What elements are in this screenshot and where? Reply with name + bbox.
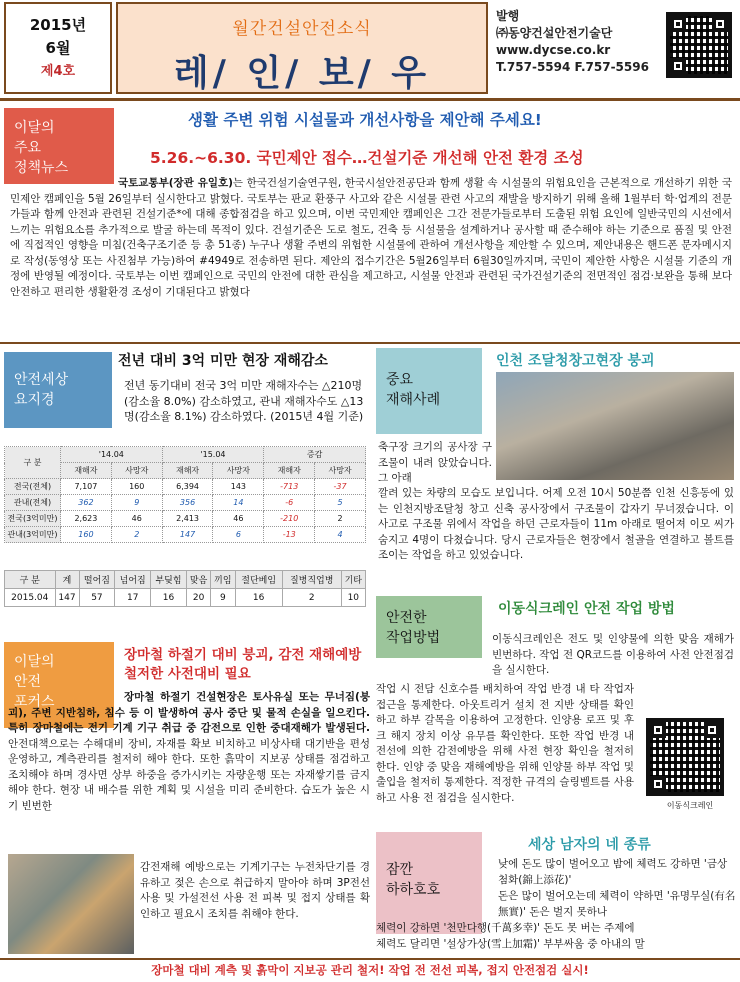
- issue-number: 제4호: [40, 64, 76, 79]
- section-divider: [0, 342, 740, 344]
- table-row: 구 분 계 떨어짐 넘어짐 부딪힘 맞음 끼임 절단베임 질병직업병 기타: [5, 571, 366, 589]
- publisher-contact: T.757-5594 F.757-5596: [496, 60, 649, 74]
- collapse-photo: [496, 372, 734, 480]
- humor-line: 돈은 많이 벌어오는데 체력이 약하면 '유명무실(有名無實)' 돈은 벌지 못하나: [498, 890, 736, 918]
- crane-body-top: 이동식크레인은 전도 및 인양물에 의한 맞음 재해가 빈번하다. 작업 전 QR코드를 이용하여 사전 안전점검을 실시한다.: [492, 633, 734, 676]
- crane-qr-code-icon[interactable]: [646, 718, 724, 796]
- humor-tag: 잠깐 하하호호: [376, 832, 482, 934]
- focus-body: [8, 690, 370, 814]
- humor-line: 체력이 강하면 '천만다행(千萬多幸)' 돈도 못 버는 주제에: [376, 922, 635, 934]
- table-row: 전국(3억미만) 2,623 46 2,413 46 -210 2: [5, 511, 366, 527]
- policy-body: [10, 176, 732, 342]
- stat-sub: 사망자: [111, 463, 162, 479]
- disaster-body-side: 축구장 크기의 공사장 구조물이 내려 앉았습니다. 그 아래: [378, 441, 492, 484]
- humor-line: 체력도 달리면 '설상가상(雪上加霜)' 부부싸움 중 아내의 말: [376, 938, 645, 950]
- issue-box: [4, 2, 112, 94]
- humor-body: [376, 856, 736, 952]
- publisher-name: ㈜동양건설안전기술단: [496, 26, 613, 40]
- stat-sub: 재해자: [61, 463, 112, 479]
- issue-month: 6월: [45, 39, 71, 57]
- crane-qr-caption: 이동식크레인: [666, 801, 714, 810]
- publisher-website[interactable]: www.dycse.co.kr: [496, 43, 611, 57]
- disaster-tag: 중요 재해사례: [376, 348, 482, 434]
- table-row: 관내(전체) 362 9 356 14 -6 5: [5, 495, 366, 511]
- masthead-title: 레/ 인/ 보/ 우: [173, 53, 431, 94]
- stat-sub: 재해자: [264, 463, 315, 479]
- table-row: 2015.04 147 57 17 16 20 9 16 2 10: [5, 589, 366, 607]
- crane-body-text: 작업 시 전담 신호수를 배치하여 작업 반경 내 타 작업자 접근을 통제한다. 아웃트리거 설치 전 지반 상태를 확인하고 하부 갈목을 이용하여 고정한다. 인양용 로프 및 후크 해지 장치 이상 유무를 확인한다. 또한 작업 반경 내 전선에 의한 감전예방을 위해 사전 현장 확인을 철저히 한다. 인양 중 맞음 재해예방을 위해 인양물 하부 작업 및 출입을 철저히 통제한다. 적정한 규격의 슬링벨트를 사용하고 사용 전 점검을 실시한다.: [376, 683, 634, 804]
- stat-sub: 재해자: [162, 463, 213, 479]
- stat-year-2014: '14.04: [61, 447, 163, 463]
- policy-body-text: 는 한국건설기술연구원, 한국시설안전공단과 함께 생활 속 시설물의 위험요인을 근본적으로 개선하기 위한 국민제안 캠페인을 5월 26일부터 실시한다고 밝혔다. 국토부는 판교 환풍구 사고와 같은 시설물 관련 사고의 재발을 방지하기 위해 올해 1월부터 학·업계의 전문가들과 함께 안전과 관련된 건설기준*에 대해 종합점검을 하고 있으며, 이번 국민제안 캠페인은 그간 전문가들로부터 도출된 위험 요인에 일반국민의 시선에서 느끼는 위험요소를 추가적으로 발굴 하는데 목적이 있다. 건설기준은 도로 철도, 건축 등 시설물을 설계하거나 공사할 때 준수해야 하는 기준으로 품질 및 안전에 직접적인 영향을 미침(건축구조기준 등 총 51종) 누구나 생활 주변의 위험한 시설물에 관하여 개선사항을 제안할 수 있으며, 제안내용은 핸드폰 문자메시지로 작성(동영상 또는 사진첨부 가능)하여 #4949로 전송하면 된다. 제안의 접수기간은 5월26일부터 6월30일까지며, 국민이 제안한 사항은 시설물 기준의 개정에 반영될 예정이다. 국토부는 이번 캠페인으로 국민의 안전에 대한 관심을 제고하고, 시설물 안전과 관련된 국가건설기준의 전면적인 점검·보완을 통해 보다 안전하고 편리한 생활환경 조성이 기대된다고 밝혔다: [10, 177, 732, 298]
- stat-year-2015: '15.04: [162, 447, 264, 463]
- crane-headline: 이동식크레인 안전 작업 방법: [498, 601, 675, 617]
- header-divider: [0, 98, 740, 101]
- focus-headline: 장마철 하절기 대비 붕괴, 감전 재해예방 철저한 사전대비 필요: [124, 647, 362, 682]
- policy-subheadline: 5.26.~6.30. 국민제안 접수…건설기준 개선해 안전 환경 조성: [150, 149, 584, 167]
- stat-change: 증감: [264, 447, 366, 463]
- injury-stat-table: [4, 446, 366, 543]
- policy-lead: 국토교통부(장관 유일호): [118, 177, 233, 189]
- disaster-body: 깔려 있는 차량의 모습도 보입니다. 어제 오전 10시 50분쯤 인천 신흥동에 있는 인천지방조달청 창고 신축 공사장에서 구조물이 갑자기 무너졌습니다. 이 사고로 구조물 위에서 작업을 하던 근로자들이 11m 아래로 떨어져 이모 씨가 숨지고 4명이 다쳤습니다. 당시 근로자들은 현장에서 철골을 연결하고 볼트를 조이는 작업을 하고 있었습니다.: [378, 487, 734, 561]
- worksite-photo: [8, 854, 134, 954]
- stat-col-group: 구 분: [5, 447, 61, 479]
- focus-body-side: 감전재해 예방으로는 기계기구는 누전차단기를 경유하고 젖은 손으로 취급하지 말아야 하며 3P전선 사용 및 가설전선 사용 전 피복 및 접지 상태를 확인하고 필요시 조치를 취해야 한다.: [140, 861, 370, 920]
- footer-slogan: 장마철 대비 계측 및 흙막이 지보공 관리 철저! 작업 전 전선 피복, 접지 안전점검 실시!: [151, 963, 589, 977]
- qr-code-icon[interactable]: [666, 12, 732, 78]
- disaster-headline: 인천 조달청창고현장 붕괴: [496, 353, 655, 369]
- masthead: [116, 2, 488, 94]
- table-row: 전국(전체) 7,107 160 6,394 143 -713 -37: [5, 479, 366, 495]
- publisher-info: [496, 8, 656, 76]
- focus-tag: 이달의 안전 포커스: [4, 642, 114, 728]
- footer-divider: [0, 958, 740, 960]
- world-headline: 전년 대비 3억 미만 현장 재해감소: [118, 353, 328, 369]
- crane-tag: 안전한 작업방법: [376, 596, 482, 658]
- world-tag: 안전세상 요지경: [4, 352, 112, 428]
- humor-line: 낮에 돈도 많이 벌어오고 밤에 체력도 강하면 '금상첨화(錦上添花)': [498, 858, 728, 886]
- accident-type-table: [4, 570, 366, 607]
- masthead-subtitle: 월간건설안전소식: [232, 19, 372, 39]
- publisher-label: 발행: [496, 9, 520, 23]
- issue-year: 2015년: [29, 16, 87, 34]
- policy-tag: 이달의 주요 정책뉴스: [4, 108, 114, 184]
- stat-sub: 사망자: [213, 463, 264, 479]
- focus-bold-body: 장마철 하절기 건설현장은 토사유실 또는 무너짐(붕괴), 주변 지반침하, 침수 등 이 발생하여 공사 중단 및 물적 손실을 일으킨다. 특히 장마철에는 전기 기계 기구 취급 중 감전으로 인한 중대재해가 발생된다.: [8, 691, 370, 734]
- stat-sub: 사망자: [315, 463, 366, 479]
- policy-headline: 생활 주변 위험 시설물과 개선사항을 제안해 주세요!: [188, 111, 542, 129]
- world-body: 전년 동기대비 전국 3억 미만 재해자수는 △210명(감소율 8.0%) 감소하였고, 관내 재해자수도 △13명(감소율 8.1%) 감소하였다. (2015년 4월 기준): [124, 379, 364, 423]
- humor-headline: 세상 남자의 네 종류: [528, 837, 651, 853]
- table-row: 관내(3억미만) 160 2 147 6 -13 4: [5, 527, 366, 543]
- focus-body-text: 안전대책으로는 수해대비 장비, 자재를 확보 비치하고 비상사태 대기반을 편성 운영하고, 계측관리를 철저히 해야 한다. 또한 흙막이 지보공 상태를 점검하고 조치해야 하며 경사면 상부 하중을 증가시키는 자량운행 또는 자재쌓기를 금지해야 한다. 현장 내 배수를 위한 계획 및 시설을 미리 준비한다. 습도가 높은 시기 빈번한: [8, 737, 370, 812]
